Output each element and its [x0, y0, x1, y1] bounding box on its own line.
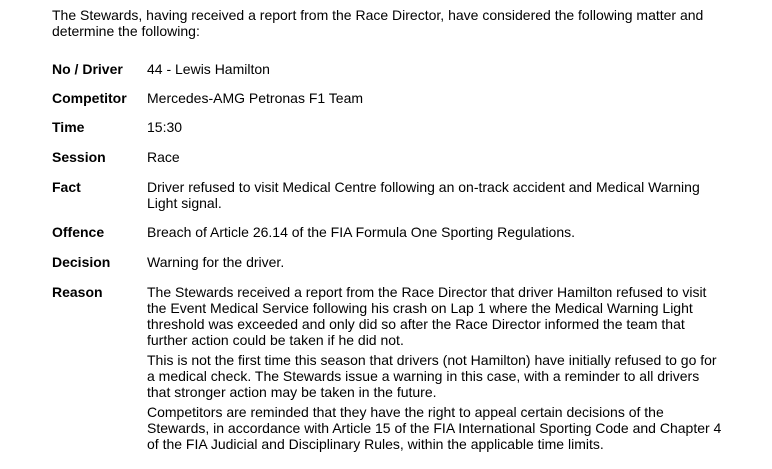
field-label: No / Driver	[52, 61, 123, 77]
field-label: Decision	[52, 254, 111, 270]
field-label: Time	[52, 119, 85, 135]
field-label: Offence	[52, 224, 105, 240]
reason-paragraph: This is not the first time this season that drivers (not Hamilton) have initially refused to go for a medical check. The Stewards issue a warning in this case, with a reminder to all drivers that stronger action may be taken in the future.	[147, 352, 717, 400]
field-label: Reason	[52, 284, 103, 300]
field-value: 44 - Lewis Hamilton	[147, 61, 270, 77]
field-value: Race	[147, 149, 180, 165]
field-value: Breach of Article 26.14 of the FIA Formula One Sporting Regulations.	[147, 224, 576, 240]
intro-text: The Stewards, having received a report from the Race Director, have considered the following matter and determine the following:	[52, 7, 704, 39]
field-label: Fact	[52, 179, 81, 195]
reason-text	[147, 284, 722, 456]
field-value: 15:30	[147, 119, 183, 135]
field-label: Session	[52, 149, 106, 165]
field-value: Mercedes-AMG Petronas F1 Team	[147, 90, 364, 106]
field-value: Driver refused to visit Medical Centre following an on-track accident and Medical Warning Light signal.	[147, 179, 700, 211]
reason-paragraph: The Stewards received a report from the Race Director that driver Hamilton refused to visit the Event Medical Service following his crash on Lap 1 where the Medical Warning Light threshold was exceeded and only did so after the Race Director informed the team that further action could be taken if he did not.	[147, 284, 707, 348]
field-label: Competitor	[52, 90, 127, 106]
field-value: Warning for the driver.	[147, 254, 285, 270]
reason-paragraph: Competitors are reminded that they have the right to appeal certain decisions of the Stewards, in accordance with Article 15 of the FIA International Sporting Code and Chapter 4 of the FIA Judicial and Disciplinary Rules, within the applicable time limits.	[147, 404, 722, 452]
